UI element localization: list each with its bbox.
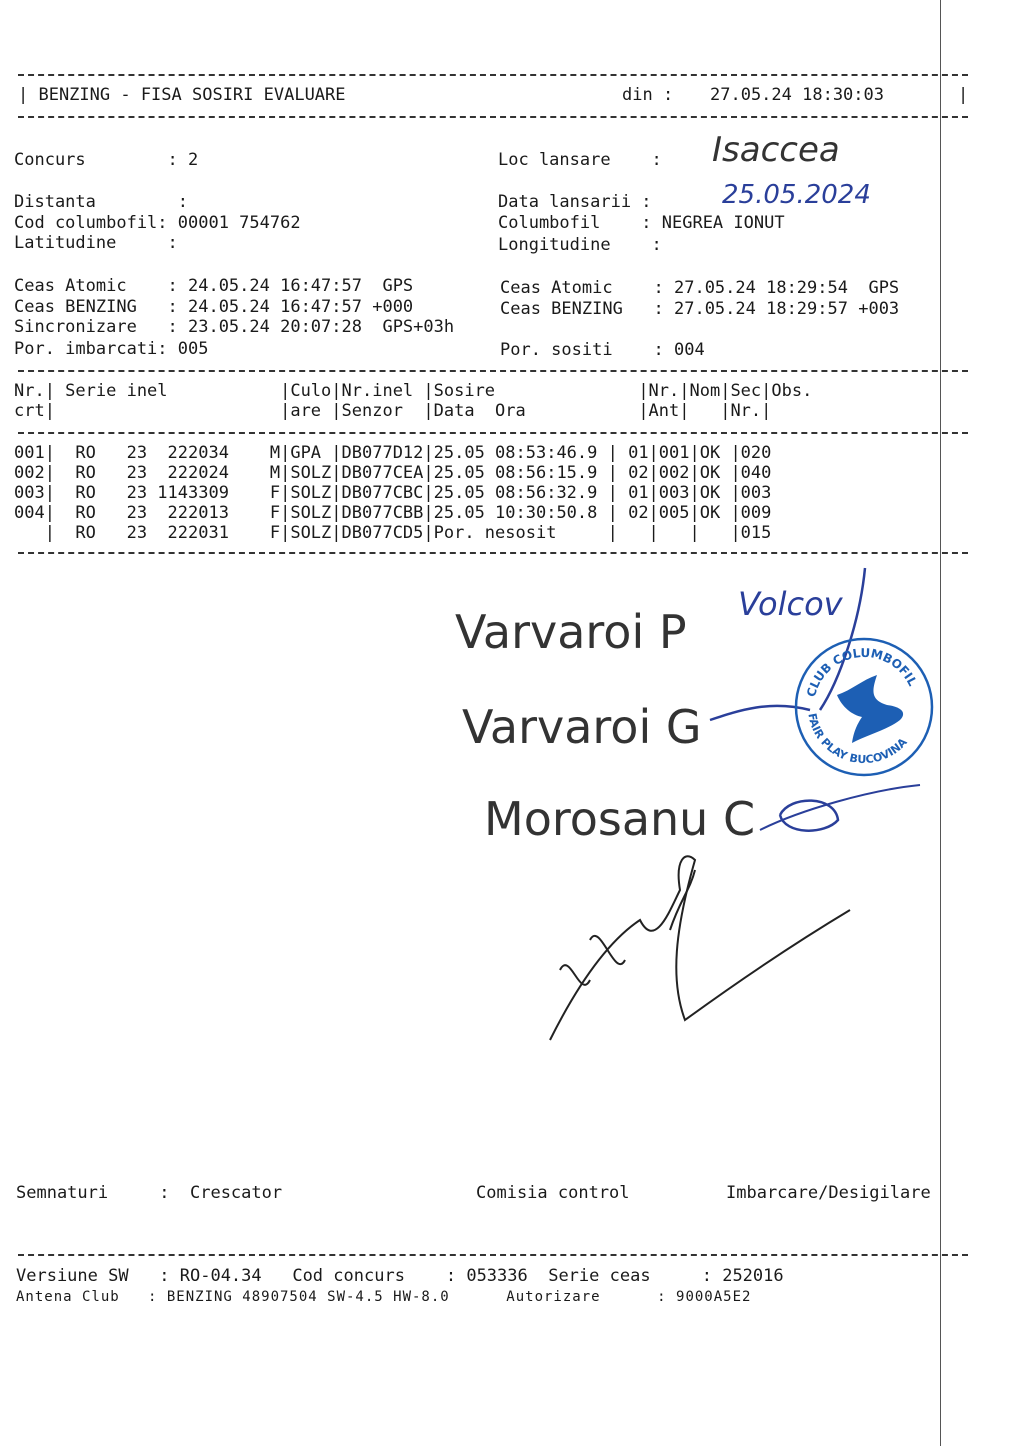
- table-row: 002| RO 23 222024 M|SOLZ|DB077CEA|25.05 08:56:15.9 | 02|002|OK |040: [14, 463, 772, 483]
- handwritten-loc-lansare: Isaccea: [712, 130, 840, 170]
- ceas-atomic-end: Ceas Atomic : 27.05.24 18:29:54 GPS: [500, 278, 900, 298]
- table-row: | RO 23 222031 F|SOLZ|DB077CD5|Por. nesosit | | | |015: [14, 523, 772, 543]
- table-header-row-2: crt| |are |Senzor |Data Ora |Ant| |Nr.|: [14, 401, 772, 421]
- imbarcare-desigilare-label: Imbarcare/Desigilare: [726, 1183, 931, 1203]
- handwritten-signature-volcov: Volcov: [738, 585, 843, 623]
- table-row: 003| RO 23 1143309 F|SOLZ|DB077CBC|25.05 08:56:32.9 | 01|003|OK |003: [14, 483, 772, 503]
- ceas-benzing-end: Ceas BENZING : 27.05.24 18:29:57 +003: [500, 299, 900, 319]
- columbofil-field: Columbofil : NEGREA IONUT: [498, 213, 785, 233]
- table-row: 004| RO 23 222013 F|SOLZ|DB077CBB|25.05 10:30:50.8 | 02|005|OK |009: [14, 503, 772, 523]
- dove-icon: [837, 675, 903, 743]
- dashed-rule-table-header: [18, 432, 968, 434]
- table-header-row-1: Nr.| Serie inel |Culo|Nr.inel |Sosire |Nr.|Nom|Sec|Obs.: [14, 381, 813, 401]
- concurs-field: Concurs : 2: [14, 150, 199, 170]
- antena-club-line: Antena Club : BENZING 48907504 SW-4.5 HW-8.0 Autorizare : 9000A5E2: [16, 1289, 752, 1305]
- dashed-rule-top: [18, 74, 968, 76]
- dashed-rule-table-top: [18, 370, 968, 372]
- handwritten-data-lansarii: 25.05.2024: [722, 180, 871, 210]
- por-imbarcati-field: Por. imbarcati: 005: [14, 339, 209, 359]
- header-end-bar: |: [958, 85, 969, 105]
- report-date-value: 27.05.24 18:30:03: [710, 85, 884, 105]
- dashed-rule-footer: [18, 1254, 968, 1256]
- cod-columbofil-field: Cod columbofil: 00001 754762: [14, 213, 301, 233]
- sincronizare-field: Sincronizare : 23.05.24 20:07:28 GPS+03h: [14, 317, 455, 337]
- stamp-top-text: CLUB COLUMBOFIL: [804, 645, 920, 699]
- report-date-label: din :: [622, 85, 674, 105]
- por-sositi-field: Por. sositi : 004: [500, 340, 705, 360]
- crescator-signature-strokes: [560, 870, 695, 985]
- versiune-sw-line: Versiune SW : RO-04.34 Cod concurs : 053336 Serie ceas : 252016: [16, 1266, 784, 1286]
- data-lansarii-field: Data lansarii :: [498, 192, 652, 212]
- ceas-atomic-start: Ceas Atomic : 24.05.24 16:47:57 GPS: [14, 276, 414, 296]
- crescator-signature: [550, 856, 850, 1040]
- report-title: | BENZING - FISA SOSIRI EVALUARE: [18, 85, 346, 105]
- comisia-control-label: Comisia control: [476, 1183, 630, 1203]
- semnaturi-crescator-label: Semnaturi : Crescator: [16, 1183, 283, 1203]
- handwritten-signature-varvaroi-g: Varvaroi G: [462, 700, 702, 754]
- handwritten-signature-varvaroi-p: Varvaroi P: [455, 605, 687, 659]
- handwritten-signature-morosanu-c: Morosanu C: [484, 792, 756, 846]
- c-loop: [780, 801, 838, 831]
- club-stamp: [792, 635, 937, 780]
- table-row: 001| RO 23 222034 M|GPA |DB077D12|25.05 08:53:46.9 | 01|001|OK |020: [14, 443, 772, 463]
- stamp-bottom-text: FAIR PLAY BUCOVINA: [805, 712, 910, 767]
- dashed-rule-table-bottom: [18, 552, 968, 554]
- ceas-benzing-start: Ceas BENZING : 24.05.24 16:47:57 +000: [14, 297, 414, 317]
- dashed-rule-header: [18, 116, 968, 118]
- loc-lansare-field: Loc lansare :: [498, 150, 662, 170]
- distanta-field: Distanta :: [14, 192, 188, 212]
- page-fold-line: [940, 0, 941, 1446]
- latitudine-field: Latitudine :: [14, 233, 178, 253]
- longitudine-field: Longitudine :: [498, 235, 662, 255]
